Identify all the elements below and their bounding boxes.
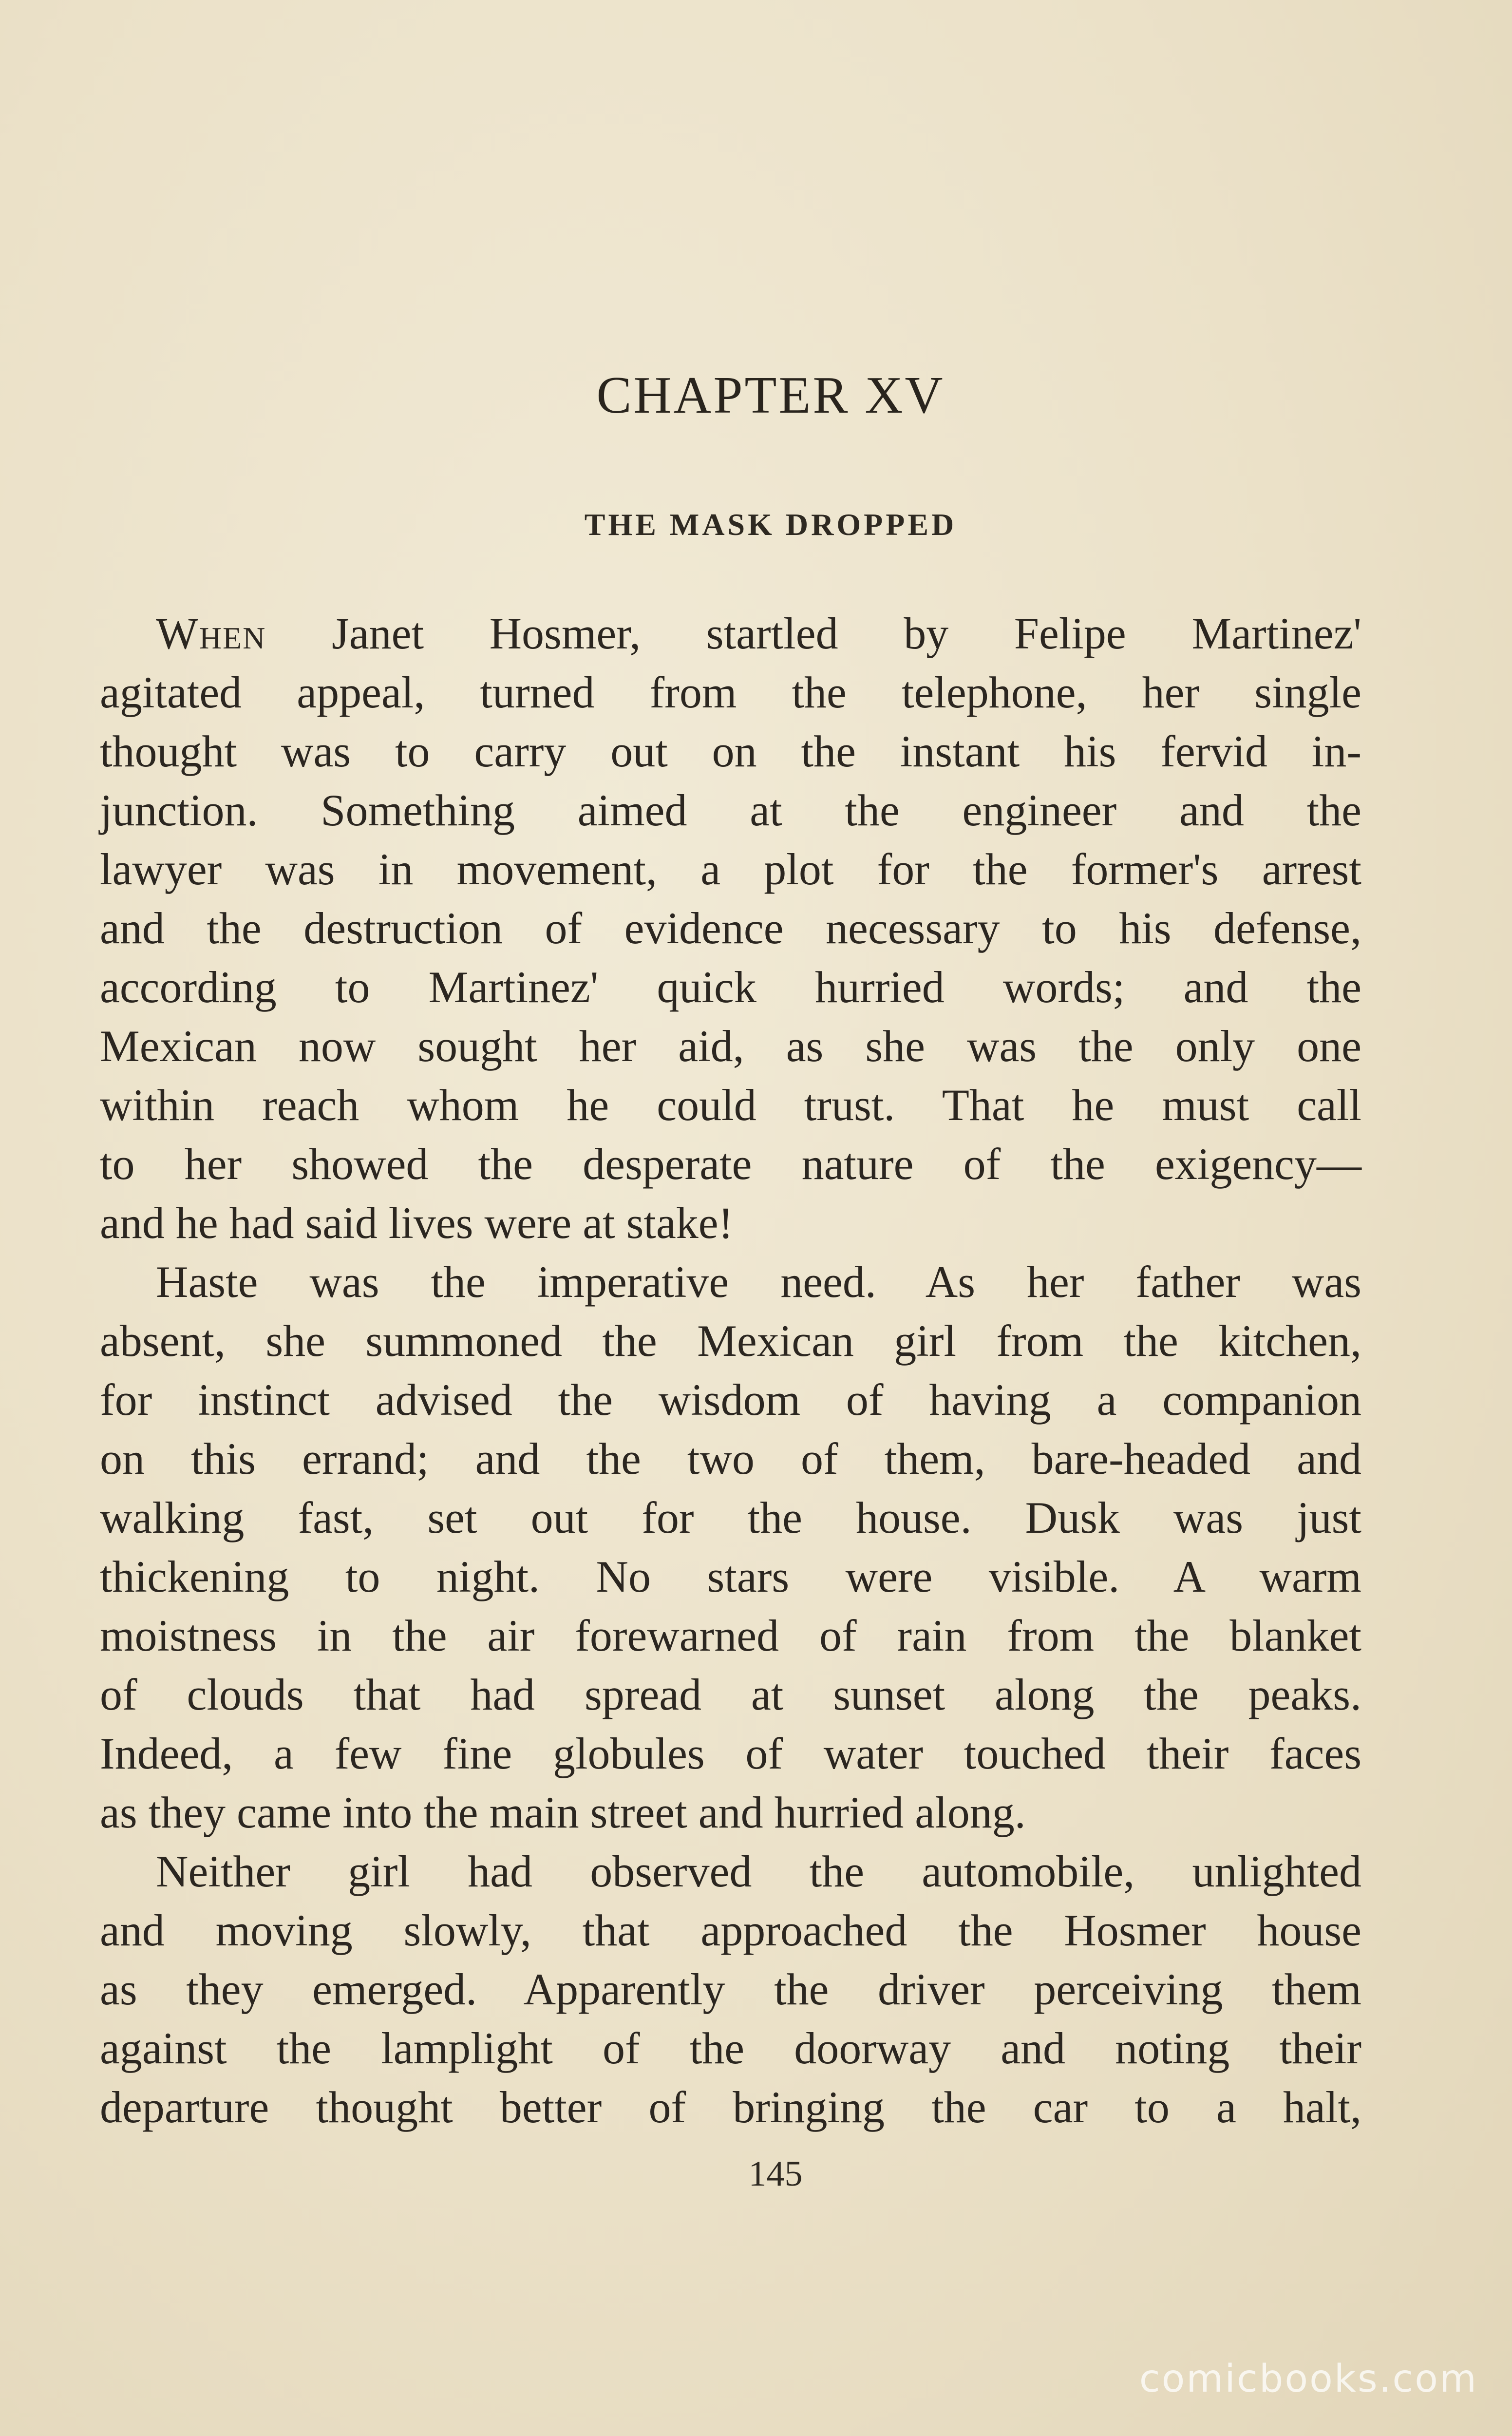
text-line: Mexican now sought her aid, as she was the only one	[100, 1021, 1361, 1071]
text-line: lawyer was in movement, a plot for the former's arrest	[100, 844, 1361, 894]
text-line: agitated appeal, turned from the telephone, her single	[100, 667, 1361, 717]
text-line	[100, 604, 1361, 663]
text-line: and the destruction of evidence necessary to his defense,	[100, 903, 1361, 953]
chapter-heading: CHAPTER XV	[596, 366, 945, 424]
text-line: absent, she summoned the Mexican girl from the kitchen,	[100, 1316, 1361, 1366]
text-line-content: Janet Hosmer, startled by Felipe Martinez'	[266, 609, 1361, 658]
text-line: as they emerged. Apparently the driver perceiving them	[100, 1964, 1361, 2014]
body-text	[100, 604, 1361, 2137]
text-line: within reach whom he could trust. That he must call	[100, 1080, 1361, 1130]
text-line: to her showed the desperate nature of the exigency—	[100, 1139, 1361, 1189]
opening-word: When	[156, 609, 266, 658]
text-line: for instinct advised the wisdom of having a companion	[100, 1375, 1361, 1425]
text-line: Indeed, a few fine globules of water touched their faces	[100, 1729, 1361, 1778]
text-line: junction. Something aimed at the engineer and the	[100, 785, 1361, 835]
text-line: and he had said lives were at stake!	[100, 1198, 734, 1248]
text-line: against the lamplight of the doorway and noting their	[100, 2023, 1361, 2073]
text-line: and moving slowly, that approached the Hosmer house	[100, 1905, 1361, 1955]
page-number: 145	[748, 2154, 803, 2194]
text-line: on this errand; and the two of them, bare-headed and	[100, 1434, 1361, 1484]
watermark: comicbooks.com	[1139, 2357, 1478, 2401]
text-line: of clouds that had spread at sunset along the peaks.	[100, 1670, 1361, 1719]
text-line: thought was to carry out on the instant his fervid in-	[100, 726, 1361, 776]
text-line: thickening to night. No stars were visible. A warm	[100, 1552, 1361, 1601]
text-line: walking fast, set out for the house. Dusk was just	[100, 1493, 1361, 1542]
text-line: Haste was the imperative need. As her father was	[156, 1257, 1361, 1307]
chapter-subtitle: THE MASK DROPPED	[584, 507, 957, 542]
text-line: as they came into the main street and hurried along.	[100, 1788, 1026, 1837]
text-line: Neither girl had observed the automobile, unlighted	[156, 1846, 1361, 1896]
text-line: moistness in the air forewarned of rain from the blanket	[100, 1611, 1361, 1660]
text-line: according to Martinez' quick hurried words; and the	[100, 962, 1361, 1012]
text-line: departure thought better of bringing the car to a halt,	[100, 2082, 1361, 2132]
